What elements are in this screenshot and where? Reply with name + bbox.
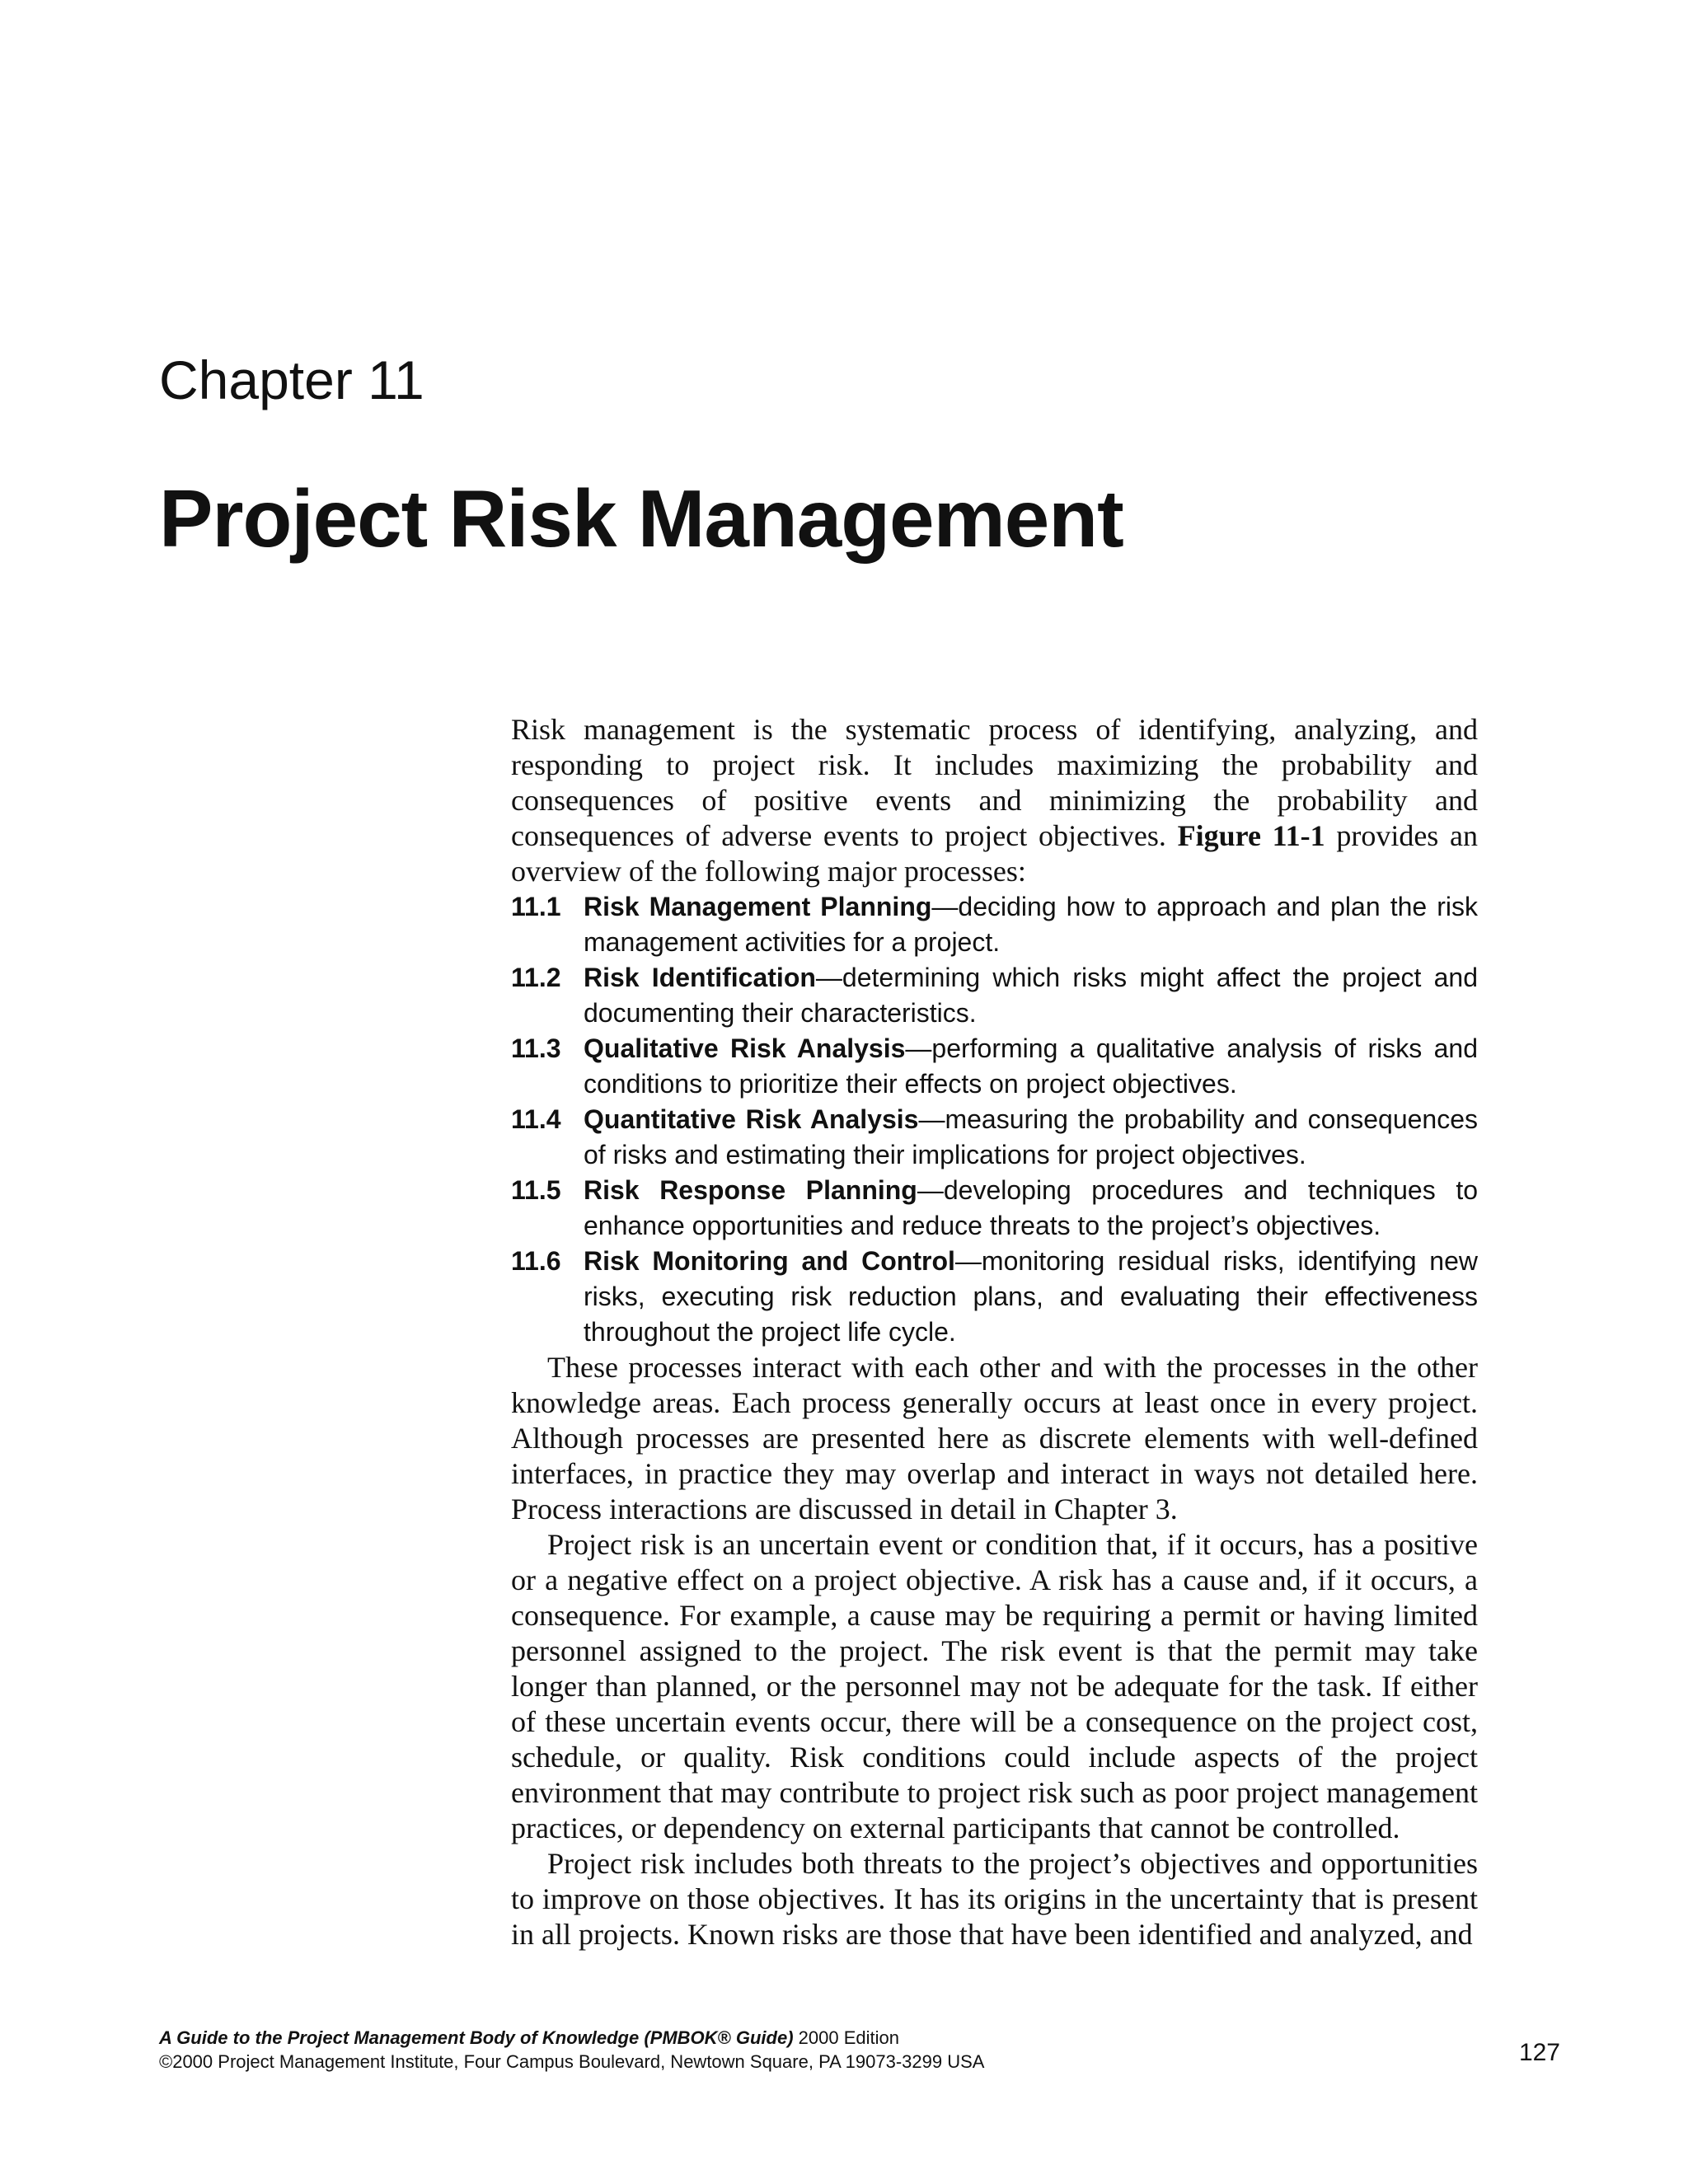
- process-list: [511, 889, 1478, 1350]
- process-description: —monitoring residual risks, identifying new risks, executing risk reduction plans, and evaluating their effectiveness throughout the project life cycle.: [584, 1246, 1479, 1347]
- process-number: 11.2: [511, 963, 561, 992]
- body-paragraph: Project risk is an uncertain event or condition that, if it occurs, has a positive or a negative effect on a project objective. A risk has a cause and, if it occurs, a consequence. For example, a cause may be requiring a permit or having limited personnel assigned to the project. The risk event is that the permit may take longer than planned, or the personnel may not be adequate for the task. If either of these uncertain events occur, there will be a consequence on the project cost, schedule, or quality. Risk conditions could include aspects of the project environment that may contribute to project risk such as poor project management practices, or dependency on external participants that cannot be controlled.: [511, 1528, 1478, 1844]
- footer-guide-line: [159, 2026, 984, 2050]
- process-number: 11.1: [511, 892, 561, 921]
- process-name: Risk Identification: [584, 963, 816, 992]
- process-item: [511, 960, 1478, 1031]
- process-item: [511, 889, 1478, 960]
- process-item: [511, 1102, 1478, 1173]
- footer-guide-title: A Guide to the Project Management Body of Knowledge (PMBOK® Guide): [159, 2027, 794, 2048]
- process-name: Risk Management Planning: [584, 892, 932, 921]
- body-paragraph: These processes interact with each other and with the processes in the other knowledge areas. Each process generally occurs at least once in every project. Although processes are presented here as discrete elements with well-defined interfaces, in practice they may overlap and interact in ways not detailed here. Process interactions are discussed in detail in Chapter 3.: [511, 1351, 1478, 1526]
- footer-copyright: ©2000 Project Management Institute, Four Campus Boulevard, Newtown Square, PA 19073-3299 USA: [159, 2051, 985, 2072]
- footer-edition: 2000 Edition: [793, 2027, 899, 2048]
- process-name: Quantitative Risk Analysis: [584, 1104, 919, 1134]
- process-name: Risk Response Planning: [584, 1175, 917, 1205]
- page-number: 127: [1518, 2039, 1560, 2066]
- process-description: —developing procedures and techniques to enhance opportunities and reduce threats to the project’s objectives.: [584, 1175, 1478, 1240]
- process-item: [511, 1244, 1478, 1350]
- process-name: Risk Monitoring and Control: [584, 1246, 955, 1276]
- process-number: 11.4: [511, 1104, 561, 1134]
- figure-reference: Figure 11-1: [1177, 819, 1325, 852]
- process-description: —determining which risks might affect the project and documenting their characteristics.: [584, 963, 1479, 1028]
- process-description: —measuring the probability and consequences of risks and estimating their implications for project objectives.: [584, 1104, 1479, 1169]
- process-number: 11.3: [511, 1033, 561, 1063]
- process-description: —performing a qualitative analysis of risks and conditions to prioritize their effects on project objectives.: [584, 1033, 1478, 1099]
- intro-text-continued: provides an overview of the following major processes:: [511, 819, 1478, 888]
- process-name: Qualitative Risk Analysis: [584, 1033, 906, 1063]
- body-column: [511, 712, 1478, 1952]
- process-item: [511, 1031, 1478, 1102]
- chapter-label: Chapter 11: [159, 349, 424, 410]
- intro-text: Risk management is the systematic process of identifying, analyzing, and responding to project risk. It includes maximizing the probability and consequences of positive events and minimizing the probability and consequences of adverse events to project objectives.: [511, 713, 1478, 852]
- process-number: 11.6: [511, 1246, 561, 1276]
- page-footer: [159, 2026, 984, 2074]
- process-number: 11.5: [511, 1175, 561, 1205]
- chapter-title: Project Risk Management: [159, 473, 1123, 564]
- process-item: [511, 1173, 1478, 1244]
- intro-paragraph: [511, 712, 1478, 889]
- process-description: —deciding how to approach and plan the risk management activities for a project.: [584, 892, 1479, 957]
- body-paragraph: Project risk includes both threats to the project’s objectives and opportunities to improve on those objectives. It has its origins in the uncertainty that is present in all projects. Known risks are those that have been identified and analyzed, and: [511, 1847, 1478, 1951]
